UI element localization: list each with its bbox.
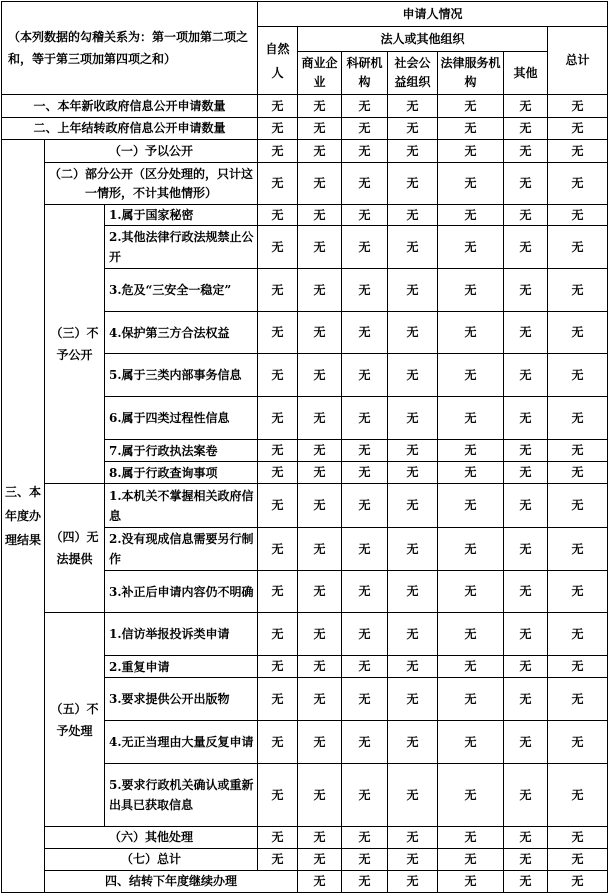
row-deny-item: 4.保护第三方合法权益 [105,312,258,354]
value-cell: 无 [342,827,388,849]
value-cell: 无 [438,163,504,205]
value-cell: 无 [438,721,504,764]
value-cell: 无 [504,764,548,827]
value-cell: 无 [258,462,298,484]
value-cell: 无 [298,849,342,871]
value-cell: 无 [342,140,388,163]
value-cell: 无 [342,354,388,397]
value-cell: 无 [438,95,504,118]
value-cell: 无 [504,678,548,721]
value-cell: 无 [438,269,504,312]
value-cell: 无 [504,571,548,613]
value-cell: 无 [438,484,504,528]
value-cell: 无 [388,849,438,871]
value-cell: 无 [258,528,298,571]
row-reject-item: 5.要求行政机关确认或重新出具已获取信息 [105,764,258,827]
value-cell: 无 [438,764,504,827]
row-deny-item: 1.属于国家秘密 [105,205,258,226]
value-cell: 无 [258,95,298,118]
value-cell: 无 [298,269,342,312]
value-cell: 无 [298,656,342,678]
value-cell: 无 [298,354,342,397]
value-cell: 无 [298,764,342,827]
row-deny-item: 5.属于三类内部事务信息 [105,354,258,397]
value-cell: 无 [548,827,608,849]
value-cell: 无 [258,764,298,827]
value-cell: 无 [548,656,608,678]
value-cell: 无 [388,440,438,462]
value-cell: 无 [438,849,504,871]
value-cell: 无 [504,269,548,312]
value-cell: 无 [388,871,438,893]
row-unable-item: 3.补正后申请内容仍不明确 [105,571,258,613]
value-cell: 无 [504,118,548,140]
value-cell: 无 [388,462,438,484]
value-cell: 无 [298,140,342,163]
value-cell: 无 [298,440,342,462]
value-cell: 无 [298,571,342,613]
value-cell: 无 [298,613,342,656]
row-unable-item: 2.没有现成信息需要另行制作 [105,528,258,571]
value-cell: 无 [548,721,608,764]
value-cell: 无 [438,678,504,721]
value-cell: 无 [388,118,438,140]
row-results-label: 三、本年度办理结果 [2,140,45,893]
value-cell: 无 [298,205,342,226]
header-research: 科研机构 [342,52,388,95]
value-cell: 无 [438,656,504,678]
value-cell: 无 [298,226,342,269]
value-cell: 无 [258,226,298,269]
value-cell: 无 [438,354,504,397]
header-legal-entity: 法人或其他组织 [298,27,548,52]
value-cell: 无 [342,95,388,118]
value-cell: 无 [548,205,608,226]
value-cell: 无 [258,484,298,528]
value-cell: 无 [504,140,548,163]
row-reject-item: 1.信访举报投诉类申请 [105,613,258,656]
value-cell: 无 [342,613,388,656]
value-cell: 无 [298,871,342,893]
row-grant: （一）予以公开 [45,140,258,163]
header-total: 总计 [548,27,608,95]
value-cell: 无 [388,95,438,118]
header-natural-person: 自然人 [258,27,298,95]
value-cell: 无 [258,269,298,312]
row-results-total: （七）总计 [45,849,258,871]
value-cell: 无 [388,528,438,571]
value-cell: 无 [342,571,388,613]
value-cell: 无 [438,140,504,163]
value-cell: 无 [258,849,298,871]
value-cell: 无 [342,118,388,140]
value-cell: 无 [258,721,298,764]
value-cell: 无 [342,871,388,893]
value-cell: 无 [258,354,298,397]
value-cell: 无 [438,397,504,440]
header-applicant: 申请人情况 [258,2,608,27]
value-cell: 无 [548,571,608,613]
value-cell: 无 [388,656,438,678]
value-cell: 无 [342,269,388,312]
row-carried-over: 二、上年结转政府信息公开申请数量 [2,118,258,140]
value-cell: 无 [548,613,608,656]
value-cell: 无 [342,205,388,226]
value-cell: 无 [298,678,342,721]
value-cell: 无 [504,462,548,484]
value-cell: 无 [388,571,438,613]
row-reject-item: 3.要求提供公开出版物 [105,678,258,721]
value-cell: 无 [548,163,608,205]
value-cell: 无 [504,721,548,764]
row-unable-item: 1.本机关不掌握相关政府信息 [105,484,258,528]
value-cell: 无 [438,118,504,140]
value-cell: 无 [548,484,608,528]
value-cell: 无 [504,397,548,440]
header-commercial: 商业企业 [298,52,342,95]
value-cell: 无 [258,827,298,849]
row-deny-item: 2.其他法律行政法规禁止公开 [105,226,258,269]
value-cell: 无 [548,528,608,571]
value-cell: 无 [342,397,388,440]
value-cell: 无 [504,656,548,678]
value-cell: 无 [504,95,548,118]
value-cell: 无 [388,678,438,721]
value-cell: 无 [504,871,548,893]
value-cell: 无 [342,528,388,571]
value-cell: 无 [258,571,298,613]
value-cell: 无 [504,528,548,571]
value-cell: 无 [388,205,438,226]
value-cell: 无 [548,269,608,312]
value-cell: 无 [342,484,388,528]
value-cell: 无 [342,440,388,462]
value-cell: 无 [298,462,342,484]
value-cell: 无 [548,354,608,397]
value-cell: 无 [504,827,548,849]
value-cell: 无 [388,827,438,849]
value-cell: 无 [342,462,388,484]
value-cell: 无 [388,764,438,827]
value-cell: 无 [504,613,548,656]
value-cell: 无 [342,226,388,269]
value-cell: 无 [548,95,608,118]
value-cell: 无 [548,678,608,721]
value-cell: 无 [548,397,608,440]
value-cell: 无 [548,440,608,462]
value-cell: 无 [342,656,388,678]
value-cell: 无 [298,528,342,571]
cat-unable: （四）无法提供 [45,484,105,613]
value-cell: 无 [342,678,388,721]
value-cell: 无 [298,163,342,205]
value-cell: 无 [504,205,548,226]
row-deny-item: 6.属于四类过程性信息 [105,397,258,440]
value-cell: 无 [388,269,438,312]
value-cell: 无 [504,312,548,354]
row-deny-item: 7.属于行政执法案卷 [105,440,258,462]
value-cell: 无 [342,312,388,354]
value-cell: 无 [298,484,342,528]
value-cell: 无 [548,462,608,484]
value-cell: 无 [548,849,608,871]
value-cell: 无 [388,397,438,440]
row-new-requests: 一、本年新收政府信息公开申请数量 [2,95,258,118]
value-cell: 无 [342,721,388,764]
row-carry-next-year: 四、结转下年度继续办理 [45,871,298,893]
cat-reject: （五）不予处理 [45,613,105,827]
value-cell: 无 [548,118,608,140]
cat-deny: （三）不予公开 [45,205,105,484]
header-legal-service: 法律服务机构 [438,52,504,95]
value-cell: 无 [438,827,504,849]
row-deny-item: 3.危及“三安全一稳定” [105,269,258,312]
value-cell: 无 [258,312,298,354]
value-cell: 无 [258,140,298,163]
value-cell: 无 [438,312,504,354]
value-cell: 无 [298,397,342,440]
value-cell: 无 [504,440,548,462]
value-cell: 无 [258,678,298,721]
row-other-handling: （六）其他处理 [45,827,258,849]
value-cell: 无 [258,613,298,656]
value-cell: 无 [504,226,548,269]
value-cell: 无 [438,571,504,613]
header-social-welfare: 社会公益组织 [388,52,438,95]
value-cell: 无 [388,721,438,764]
value-cell: 无 [388,354,438,397]
value-cell: 无 [258,205,298,226]
value-cell: 无 [548,312,608,354]
value-cell: 无 [342,849,388,871]
value-cell: 无 [298,312,342,354]
value-cell: 无 [438,440,504,462]
value-cell: 无 [438,462,504,484]
value-cell: 无 [504,163,548,205]
value-cell: 无 [388,163,438,205]
value-cell: 无 [438,205,504,226]
value-cell: 无 [342,764,388,827]
value-cell: 无 [258,118,298,140]
value-cell: 无 [298,118,342,140]
value-cell: 无 [438,613,504,656]
value-cell: 无 [504,849,548,871]
value-cell: 无 [548,871,608,893]
value-cell: 无 [438,226,504,269]
value-cell: 无 [298,721,342,764]
value-cell: 无 [388,613,438,656]
gov-info-disclosure-table [1,1,608,893]
value-cell: 无 [298,95,342,118]
value-cell: 无 [438,528,504,571]
value-cell: 无 [258,163,298,205]
value-cell: 无 [388,226,438,269]
value-cell: 无 [342,163,388,205]
value-cell: 无 [548,764,608,827]
value-cell: 无 [504,354,548,397]
value-cell: 无 [258,440,298,462]
value-cell: 无 [548,140,608,163]
row-reject-item: 2.重复申请 [105,656,258,678]
value-cell: 无 [504,484,548,528]
row-deny-item: 8.属于行政查询事项 [105,462,258,484]
value-cell: 无 [388,140,438,163]
header-other: 其他 [504,52,548,95]
value-cell: 无 [388,484,438,528]
value-cell: 无 [298,827,342,849]
header-note: （本列数据的勾稽关系为：第一项加第二项之和，等于第三项加第四项之和） [2,2,258,95]
value-cell: 无 [388,312,438,354]
value-cell: 无 [548,226,608,269]
value-cell: 无 [258,397,298,440]
value-cell: 无 [438,871,504,893]
row-reject-item: 4.无正当理由大量反复申请 [105,721,258,764]
value-cell: 无 [258,656,298,678]
row-partial: （二）部分公开（区分处理的，只计这一情形，不计其他情形） [45,163,258,205]
